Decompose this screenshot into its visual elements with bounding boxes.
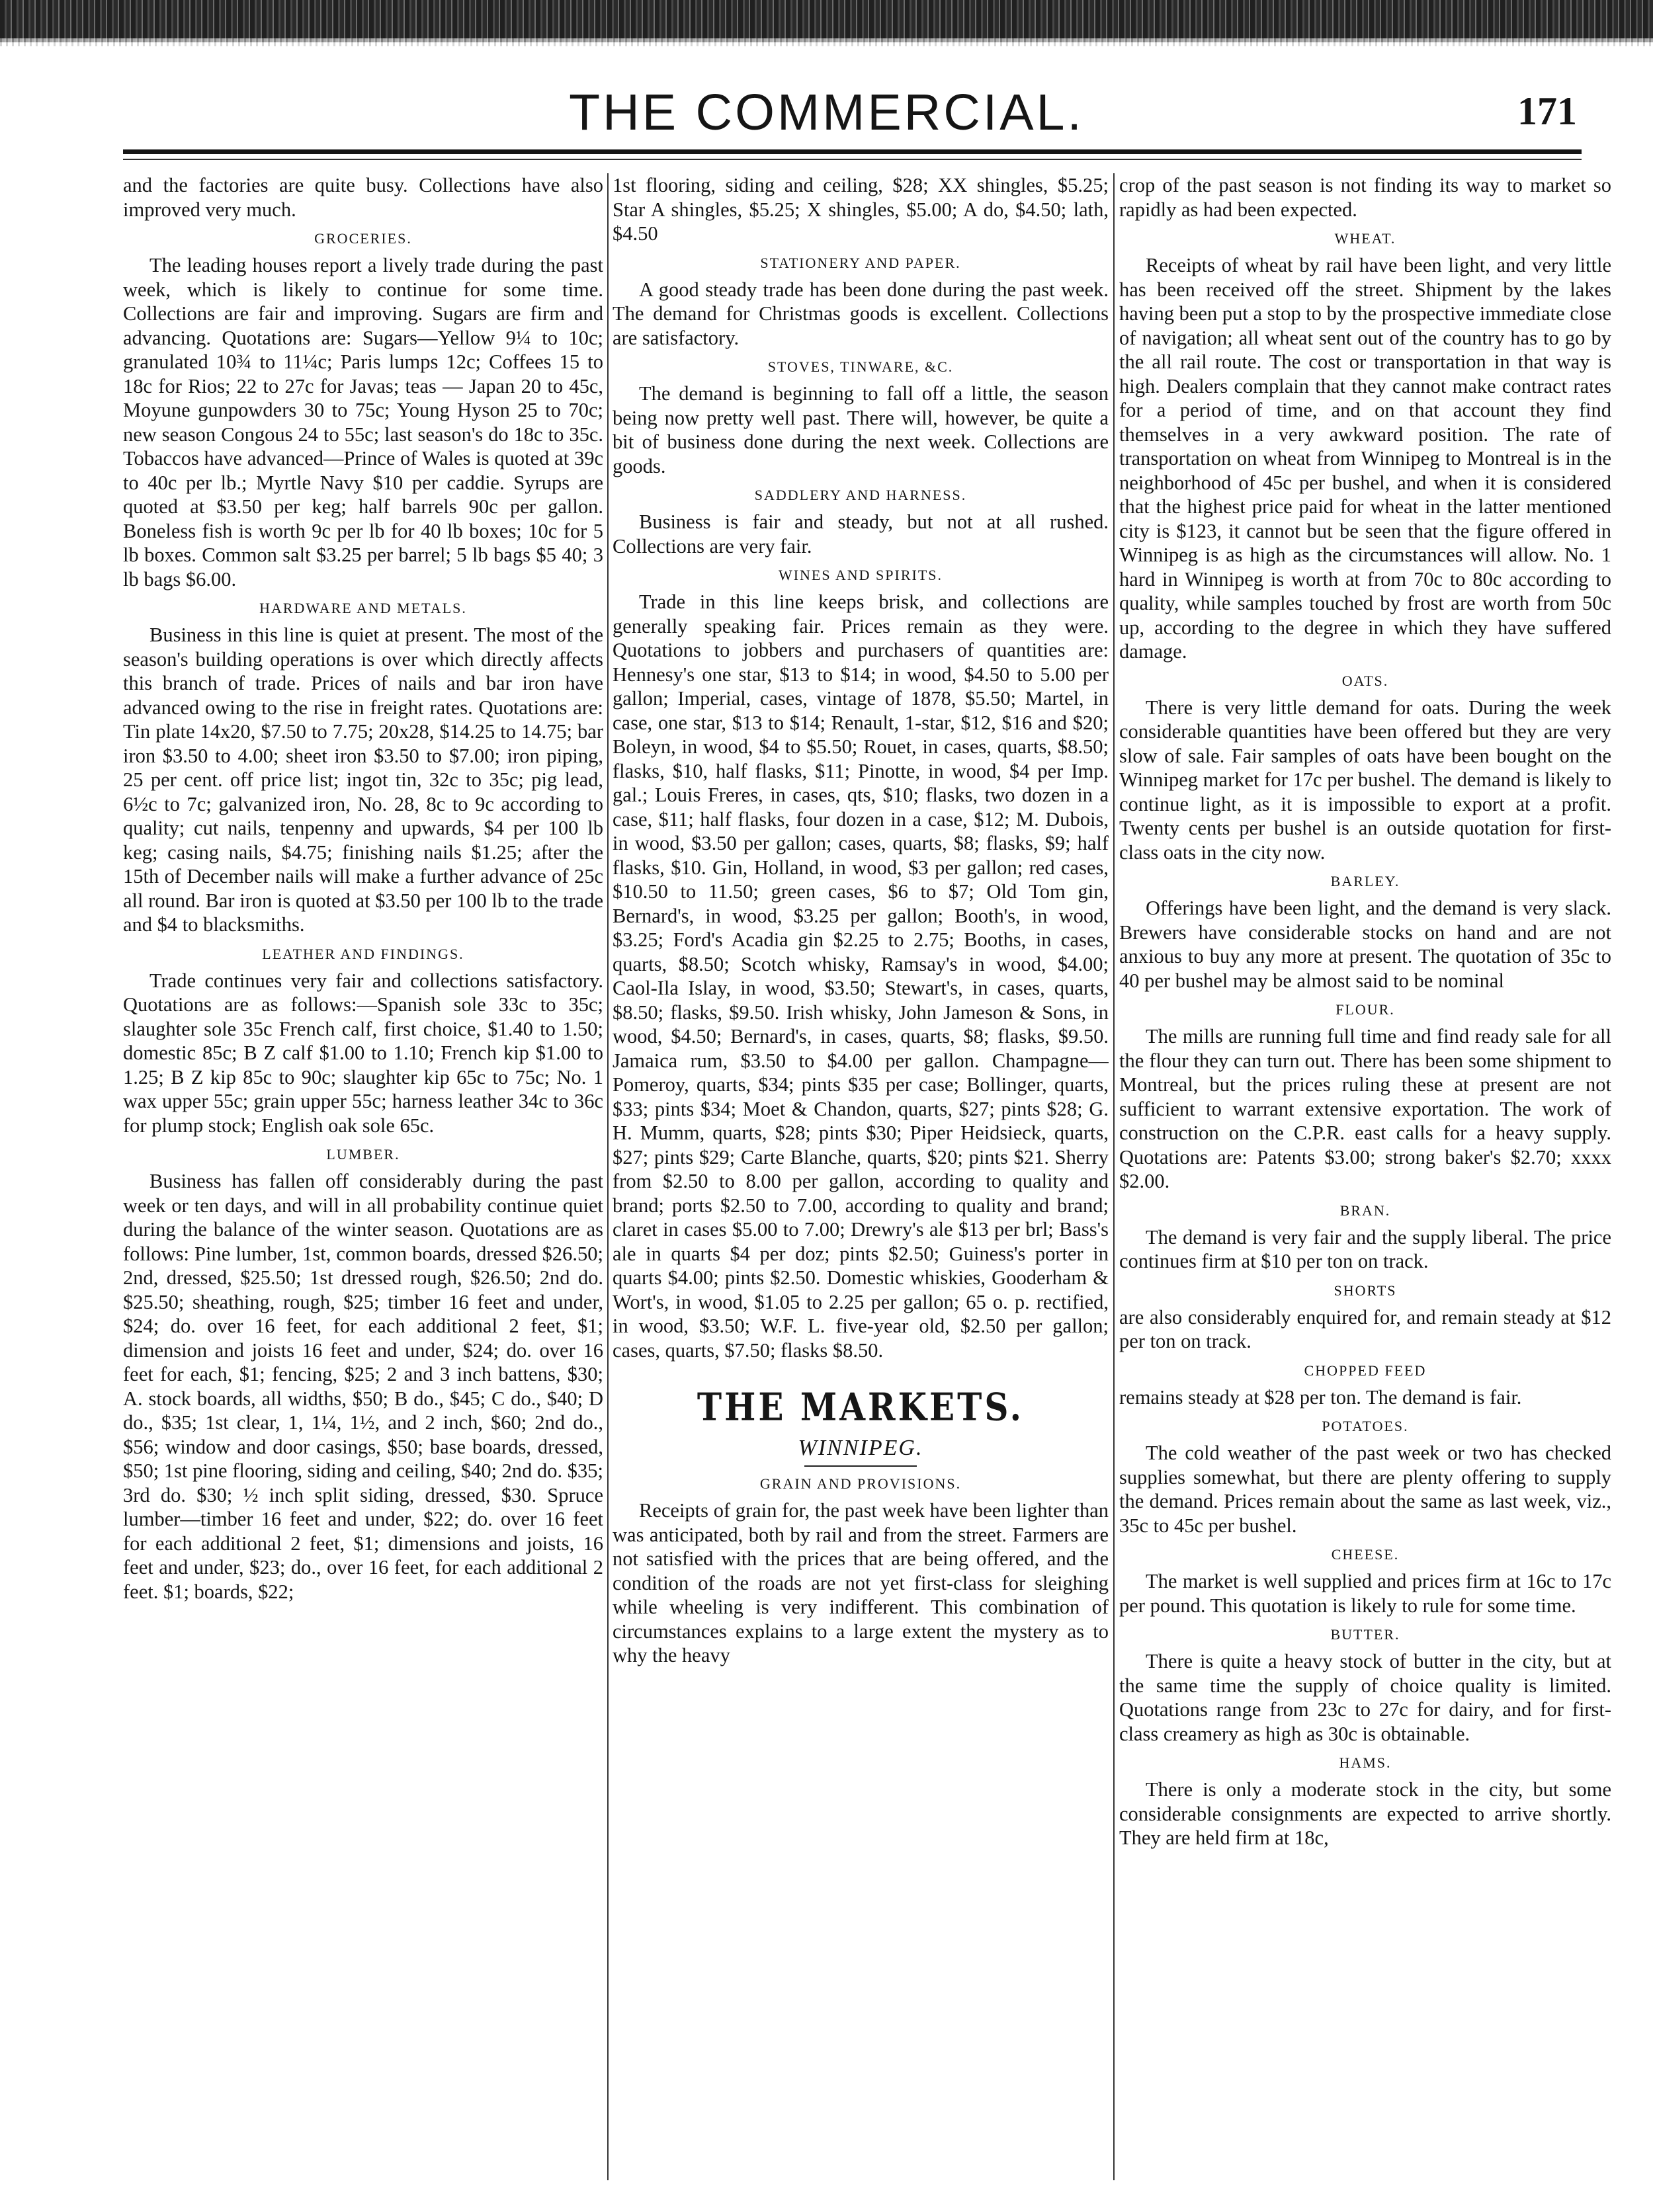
article-continuation: crop of the past season is not finding its way to market so rapidly as had been expected. — [1119, 174, 1611, 221]
section-text-saddlery: Business is fair and steady, but not at all rushed. Collections are very fair. — [613, 511, 1109, 557]
article-continuation: 1st flooring, siding and ceiling, $28; XX shingles, $5.25; Star A shingles, $5.25; X shingles, $5.00; A do, $4.50; lath, $4.50 — [613, 174, 1109, 245]
section-text-hardware: Business in this line is quiet at present. The most of the season's building operations is over which directly affects this branch of trade. Prices of nails and bar iron have advanced owing to the rise in freight rates. Quotations are: Tin plate 14x20, $7.50 to 7.75; 20x28, $14.25 to 14.75; bar iron $3.50 to 4.00; sheet iron $3.50 to $7.00; iron piping, 25 per cent. off price list; ingot tin, 32c to 35c; pig lead, 6½c to 7c; galvanized iron, No. 28, 8c to 9c according to quality; cut nails, tenpenny and upwards, $4 per 100 lb keg; casing nails, $4.75; finishing nails $1.25; after the 15th of December nails will make a further advance of 25c all round. Bar iron is quoted at $3.50 per 100 lb to the trade and $4 to blacksmiths. — [123, 624, 603, 936]
section-text-grain: Receipts of grain for, the past week have been lighter than was anticipated, both by rail and from the street. Farmers are not satisfied with the prices that are being offered, and the condition of the roads are not yet first-class for sleighing while wheeling is very indifferent. This combination of circumstances explains to a large extent the mystery as to why the heavy — [613, 1499, 1109, 1666]
subheading-rule — [804, 1465, 917, 1467]
section-text-hams: There is only a moderate stock in the city, but some considerable consignments are expected to arrive shortly. They are held firm at 18c, — [1119, 1778, 1611, 1849]
section-text-potatoes: The cold weather of the past week or two has checked supplies somewhat, but there are plenty offering to supply the demand. Prices remain about the same as last week, viz., 35c to 45c per bushel. — [1119, 1442, 1611, 1537]
header-rule-thick — [123, 149, 1582, 154]
section-heading-wheat: WHEAT. — [1334, 230, 1396, 247]
section-heading-butter: BUTTER. — [1330, 1626, 1400, 1643]
section-heading-cheese: CHEESE. — [1331, 1546, 1400, 1563]
section-heading-grain: GRAIN AND PROVISIONS. — [759, 1475, 962, 1492]
section-heading-lumber: LUMBER. — [326, 1146, 400, 1163]
section-heading-wines: WINES AND SPIRITS. — [778, 567, 943, 583]
section-heading-hardware: HARDWARE AND METALS. — [259, 600, 467, 616]
section-text-wheat: Receipts of wheat by rail have been light, and very little has been received off the street. Shipment by the lakes having been put a stop to by the prospective immediate close of navigation; all wheat sent out of the country has to go by the all rail route. The cost or transportation in that way is high. Dealers complain that they cannot make contract rates for a period of time, and on that account they find themselves in a very awkward position. The rate of transportation on wheat from Winnipeg to Montreal is in the neighborhood of 45c per bushel, and when it is considered that the highest price paid for wheat in the latter mentioned city is $123, it cannot but be seen that the figure offered in Winnipeg is as high as the circumstances will allow. No. 1 hard in Winnipeg is worth at from 70c to 80c according to quality, while samples touched by frost are worth from 50c up, according to the degree in which they have suffered damage. — [1119, 254, 1611, 663]
section-text-stoves: The demand is beginning to fall off a little, the season being now pretty well past. There will, however, be quite a bit of business done during the next week. Collections are goods. — [613, 382, 1109, 477]
section-heading-stationery: STATIONERY AND PAPER. — [760, 254, 961, 271]
section-heading-shorts: SHORTS — [1334, 1282, 1397, 1299]
column-2 — [613, 173, 1109, 2180]
article-continuation: and the factories are quite busy. Collections have also improved very much. — [123, 174, 603, 221]
column-3 — [1119, 173, 1611, 2180]
section-text-shorts: are also considerably enquired for, and remain steady at $12 per ton on track. — [1119, 1305, 1611, 1352]
page-number: 171 — [1517, 89, 1577, 133]
scanned-top-edge — [0, 0, 1653, 42]
section-text-leather: Trade continues very fair and collections satisfactory. Quotations are as follows:—Spanish sole 33c to 35c; slaughter sole 35c French calf, first choice, $1.40 to 1.50; domestic 85c; B Z calf $1.00 to 1.10; French kip $1.00 to 1.25; B Z kip 85c to 90c; slaughter kip 65c to 75c; No. 1 wax upper 55c; grain upper 55c; harness leather 34c to 36c for plump stock; English oak sole 65c. — [123, 969, 603, 1137]
section-heading-oats: OATS. — [1341, 672, 1389, 689]
winnipeg-subheading: WINNIPEG. — [798, 1436, 923, 1460]
section-heading-potatoes: POTATOES. — [1322, 1418, 1409, 1434]
header-rule-thin — [123, 159, 1582, 160]
markets-heading: THE MARKETS. — [697, 1384, 1025, 1430]
section-text-wines: Trade in this line keeps brisk, and collections are generally speaking fair. Prices remain as they were. Quotations to jobbers and purchasers of quantities are: Hennesy's one star, $13 to $14; in wood, $4.50 to 5.00 per gallon; Imperial, cases, vintage of 1878, $5.50; Martel, in case, one star, $13 to $14; Renault, 1-star, $12, $16 and $20; Boleyn, in wood, $4 to $5.50; Rouet, in cases, quarts, $8.50; flasks, $10, half flasks, $11; Pinotte, in wood, $4 per Imp. gal.; Louis Freres, in cases, qts, $10; flasks, two dozen in a case, $11; half flasks, four dozen in a case, $12; M. Dubois, in wood, $3.50 per gallon; cases, quarts, $8; flasks, $9; half flasks, $10. Gin, Holland, in wood, $3 per gallon; red cases, $10.50 to 11.50; green cases, $6 to $7; Old Tom gin, Bernard's, in wood, $3.25 per gallon; Booth's, in wood, $3.25; Ford's Acadia gin $2.25 to 2.75; Booths, in cases, quarts, $8.50; Scotch whisky, Ramsay's in wood, $4.00; Caol-Ila Islay, in wood, $3.50; Stewart's, in cases, quarts, $8.50; flasks, $9.50. Irish whisky, John Jameson & Sons, in wood, $4.50; Bernard's, in cases, quarts, $8; flasks, $9.50. Jamaica rum, $3.50 to $4.00 per gallon. Champagne—Pomeroy, quarts, $34; pints $35 per case; Bollinger, quarts, $33; pints $34; Moet & Chandon, quarts, $27; pints $28; G. H. Mumm, quarts, $28; pints $30; Piper Heidsieck, quarts, $27; pints $29; Carte Blanche, quarts, $20; pints $21. Sherry from $2.50 to 8.00 per gallon, according to quality and brand; ports $2.50 to 7.00, according to quality and brand; claret in cases $5.00 to 7.00; Drewry's ale $13 per brl; Bass's ale in quarts $4 per doz; pints $2.50; Guiness's porter in quarts $4.00; pints $2.50. Domestic whiskies, Gooderham & Wort's, in wood, $1.05 to 2.25 per gallon; 65 o. p. rectified, in wood, $3.50; W.F. L. five-year old, $2.50 per gallon; cases, quarts, $7.50; flasks $8.50. — [613, 591, 1109, 1362]
section-heading-groceries: GROCERIES. — [314, 230, 412, 247]
section-text-butter: There is quite a heavy stock of butter in the city, but at the same time the supply of choice quality is limited. Quotations range from 23c to 27c for dairy, and for first-class creamery as high as 30c is obtainable. — [1119, 1650, 1611, 1745]
section-text-chopped-feed: remains steady at $28 per ton. The demand is fair. — [1119, 1385, 1522, 1409]
section-text-barley: Offerings have been light, and the demand is very slack. Brewers have considerable stocks on hand and are not anxious to buy any more at present. The quotation of 35c to 40 per bushel may be almost said to be nominal — [1119, 897, 1611, 992]
section-heading-barley: BARLEY. — [1330, 873, 1400, 889]
section-heading-chopped-feed: CHOPPED FEED — [1304, 1362, 1427, 1379]
page-title: THE COMMERCIAL. — [569, 84, 1084, 141]
section-heading-saddlery: SADDLERY AND HARNESS. — [754, 487, 967, 503]
section-text-lumber: Business has fallen off considerably during the past week or ten days, and will in all probability continue quiet during the balance of the winter season. Quotations are as follows: Pine lumber, 1st, common boards, dressed $26.50; 2nd, dressed, $25.50; 1st dressed rough, $26.50; 2nd do. $25.50; sheathing, rough, $25; timber 16 feet and under, $24; do. over 16 feet, for each additional 2 feet, $1; dimension and joists 16 feet and under, $24; do. over 16 feet for each, $1; fencing, $25; 2 and 3 inch battens, $30; A. stock boards, all widths, $50; B do., $45; C do., $40; D do., $35; 1st clear, 1, 1¼, 1½, and 2 inch, $60; 2nd do., $56; window and door casings, $50; base boards, dressed, $50; 1st pine flooring, siding and ceiling, $40; 2nd do. $35; 3rd do. $30; ½ inch split siding, dressed, $30. Spruce lumber—timber 16 feet and under, $22; do. over 16 feet for each additional 2 feet, $1; dimensions and joists, 16 feet and under, $23; do., over 16 feet, for each additional 2 feet. $1; boards, $22; — [123, 1170, 603, 1603]
section-text-stationery: A good steady trade has been done during the past week. The demand for Christmas goods is excellent. Collections are satisfactory. — [613, 278, 1109, 349]
section-text-groceries: The leading houses report a lively trade during the past week, which is likely to continue for some time. Collections are fair and improving. Sugars are firm and advancing. Quotations are: Sugars—Yellow 9¼ to 10c; granulated 10¾ to 11¼c; Paris lumps 12c; Coffees 15 to 18c for Rios; 22 to 27c for Javas; teas — Japan 20 to 45c, Moyune gunpowders 30 to 75c; Young Hyson 25 to 70c; new season Congous 24 to 55c; last season's do 18c to 35c. Tobaccos have advanced—Prince of Wales is quoted at 39c to 40c per lb.; Myrtle Navy $10 per caddie. Syrups are quoted at $3.50 per keg; half barrels 90c per gallon. Boneless fish is worth 9c per lb for 40 lb boxes; 10c for 5 lb boxes. Common salt $3.25 per barrel; 5 lb bags $5 40; 3 lb bags $6.00. — [123, 254, 603, 591]
section-heading-hams: HAMS. — [1339, 1754, 1392, 1771]
section-heading-bran: BRAN. — [1339, 1202, 1391, 1219]
section-heading-leather: LEATHER AND FINDINGS. — [262, 945, 464, 962]
section-text-cheese: The market is well supplied and prices firm at 16c to 17c per pound. This quotation is likely to rule for some time. — [1119, 1570, 1611, 1617]
column-1 — [123, 173, 603, 2180]
section-heading-stoves: STOVES, TINWARE, &C. — [767, 358, 954, 375]
section-heading-flour: FLOUR. — [1335, 1001, 1395, 1018]
section-text-oats: There is very little demand for oats. During the week considerable quantities have been offered but they are very slow of sale. Fair samples of oats have been bought on the Winnipeg market for 17c per bushel. The demand is likely to continue light, as it is impossible to export at a profit. Twenty cents per bushel is an outside quotation for first-class oats in the city now. — [1119, 696, 1611, 864]
column-divider-1 — [607, 173, 609, 2180]
column-divider-2 — [1113, 173, 1115, 2180]
scanned-top-edge-noise — [0, 38, 1653, 46]
section-text-flour: The mills are running full time and find ready sale for all the flour they can turn out. There has been some shipment to Montreal, but the prices ruling these at present are not sufficient to warrant extensive exportation. The work of construction on the C.P.R. east calls for a heavy supply. Quotations are: Patents $3.00; strong baker's $2.70; xxxx $2.00. — [1119, 1025, 1611, 1192]
section-text-bran: The demand is very fair and the supply liberal. The price continues firm at $10 per ton on track. — [1119, 1225, 1611, 1272]
masthead — [0, 74, 1653, 147]
